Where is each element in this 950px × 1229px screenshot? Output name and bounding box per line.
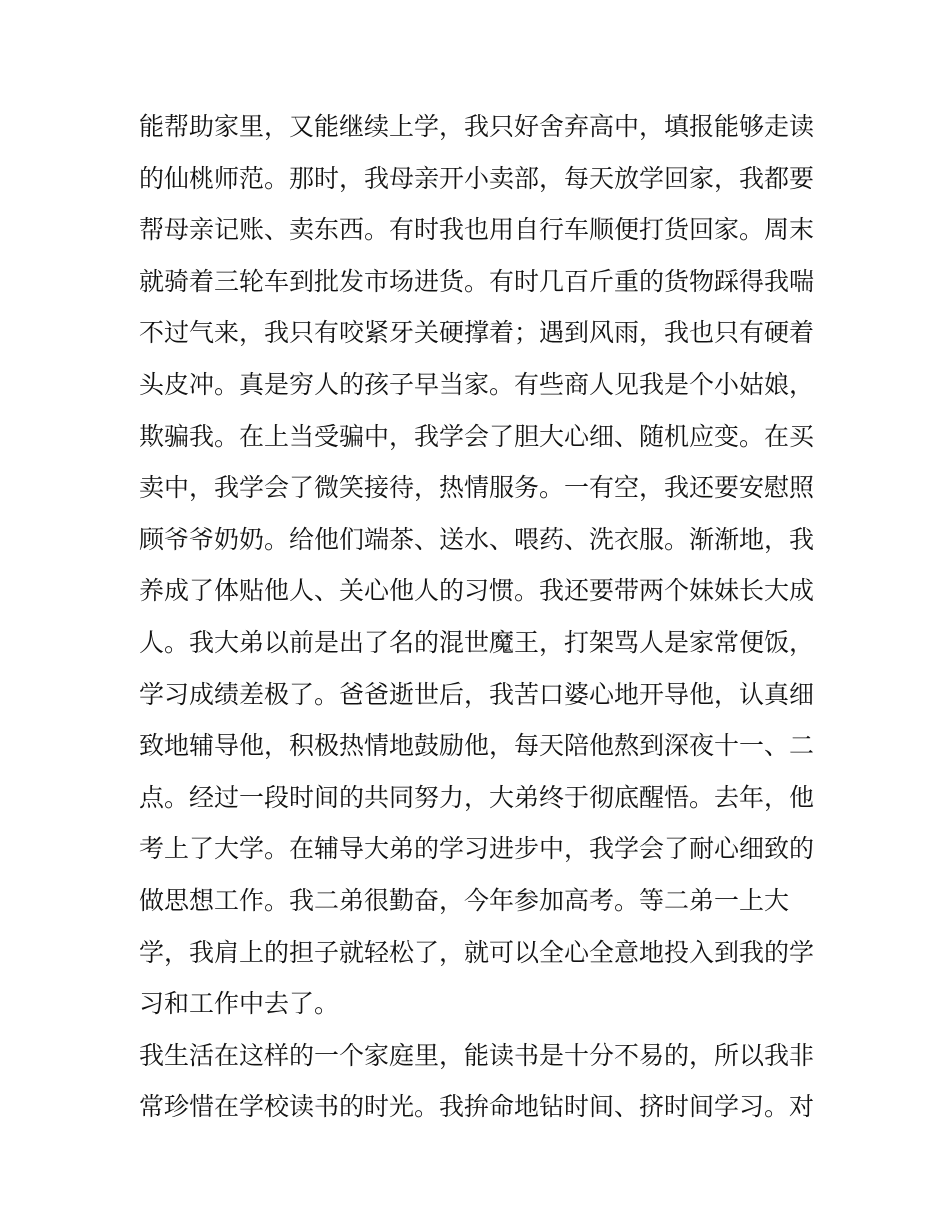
- text-line: 做思想工作。我二弟很勤奋，今年参加高考。等二弟一上大: [139, 885, 790, 915]
- text-line: 不过气来，我只有咬紧牙关硬撑着；遇到风雨，我也只有硬着: [139, 318, 815, 348]
- text-line: 常珍惜在学校读书的时光。我拚命地钻时间、挤时间学习。对: [139, 1092, 815, 1122]
- text-line: 学，我肩上的担子就轻松了，就可以全心全意地投入到我的学: [139, 937, 815, 967]
- body-text: [139, 101, 819, 1133]
- text-line: 致地辅导他，积极热情地鼓励他，每天陪他熬到深夜十一、二: [139, 731, 815, 761]
- text-line: 卖中，我学会了微笑接待，热情服务。一有空，我还要安慰照: [139, 473, 815, 503]
- text-line: 点。经过一段时间的共同努力，大弟终于彻底醒悟。去年，他: [139, 782, 815, 812]
- text-line: 欺骗我。在上当受骗中，我学会了胆大心细、随机应变。在买: [139, 421, 815, 451]
- text-line: 的仙桃师范。那时，我母亲开小卖部，每天放学回家，我都要: [139, 163, 815, 193]
- text-line: 就骑着三轮车到批发市场进货。有时几百斤重的货物踩得我喘: [139, 266, 815, 296]
- text-line: 考上了大学。在辅导大弟的学习进步中，我学会了耐心细致的: [139, 834, 815, 864]
- text-line: 养成了体贴他人、关心他人的习惯。我还要带两个妹妹长大成: [139, 576, 815, 606]
- text-line: 顾爷爷奶奶。给他们端茶、送水、喂药、洗衣服。渐渐地，我: [139, 524, 815, 554]
- text-line: 习和工作中去了。: [139, 989, 340, 1019]
- text-line: 我生活在这样的一个家庭里，能读书是十分不易的，所以我非: [139, 1040, 815, 1070]
- text-line: 学习成绩差极了。爸爸逝世后，我苦口婆心地开导他，认真细: [139, 679, 815, 709]
- text-line: 能帮助家里，又能继续上学，我只好舍弃高中，填报能够走读: [139, 112, 815, 141]
- text-line: 人。我大弟以前是出了名的混世魔王，打架骂人是家常便饭，: [139, 627, 815, 657]
- text-line: 帮母亲记账、卖东西。有时我也用自行车顺便打货回家。周末: [139, 215, 815, 245]
- text-line: 头皮冲。真是穷人的孩子早当家。有些商人见我是个小姑娘，: [139, 369, 815, 399]
